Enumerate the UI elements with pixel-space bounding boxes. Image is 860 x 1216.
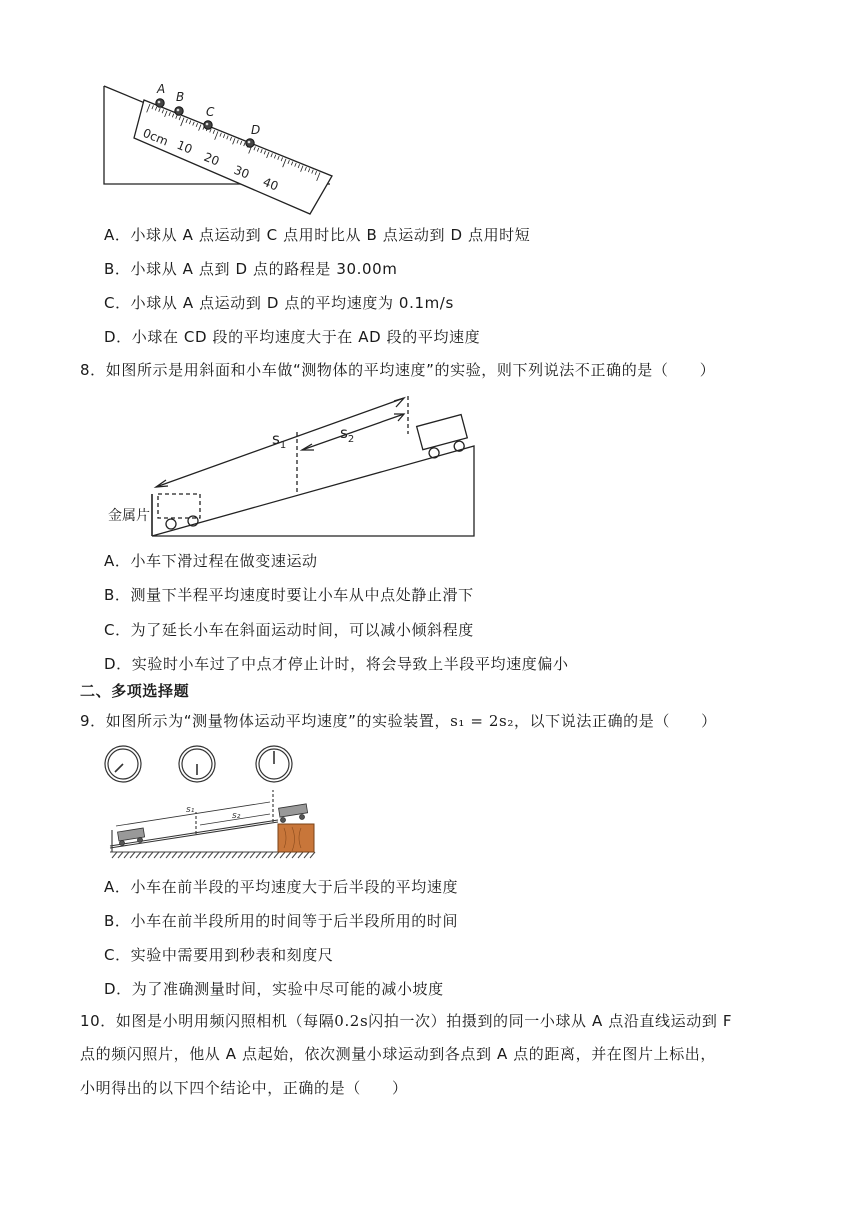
ground-hatch — [112, 852, 117, 858]
s2-label: $s_2$ — [340, 424, 355, 445]
cart-bottom-dashed — [158, 494, 200, 518]
s1-label: $s_1$ — [272, 430, 287, 451]
q8-option-d: D．实验时小车过了中点才停止计时，将会导致上半段平均速度偏小 — [104, 655, 569, 673]
s1-label: s₁ — [186, 805, 195, 815]
ruler-label-0: 0cm — [140, 125, 171, 149]
incline-stopwatch-figure — [100, 742, 320, 862]
incline-ruler-figure — [100, 78, 340, 218]
incline — [152, 446, 474, 536]
q9-option-d: D．为了准确测量时间，实验中尽可能的减小坡度 — [104, 980, 444, 998]
q8-option-b: B．测量下半程平均速度时要让小车从中点处静止滑下 — [104, 586, 474, 604]
ground-hatch — [172, 852, 177, 858]
ground-hatch — [154, 852, 159, 858]
incline-cart-figure — [100, 390, 480, 540]
ground-hatch — [202, 852, 207, 858]
ball-C — [204, 121, 212, 129]
ruler — [134, 100, 332, 214]
ground-hatch — [130, 852, 135, 858]
ground-hatch — [280, 852, 285, 858]
label-C: C — [206, 105, 215, 119]
stopwatch-1 — [105, 746, 141, 782]
ground-hatch — [274, 852, 279, 858]
q9-stem-after: ，以下说法正确的是（ ） — [513, 712, 717, 730]
ruler-label-30: 30 — [231, 162, 252, 182]
ground-hatch — [160, 852, 165, 858]
q10-line-3: 小明得出的以下四个结论中，正确的是（ ） — [80, 1079, 408, 1097]
ground-hatch — [232, 852, 237, 858]
ground-hatch — [244, 852, 249, 858]
q10-line-1-before: 10．如图是小明用频闪照相机（每隔 — [80, 1012, 335, 1030]
ground-hatch — [286, 852, 291, 858]
q10-interval: 0.2s — [334, 1012, 369, 1030]
ground-hatch — [292, 852, 297, 858]
ground-hatch — [220, 852, 225, 858]
ground-hatch — [166, 852, 171, 858]
label-A: A — [157, 82, 166, 96]
ground-hatch — [238, 852, 243, 858]
q9-option-a: A．小车在前半段的平均速度大于后半段的平均速度 — [104, 878, 459, 896]
q8-option-a: A．小车下滑过程在做变速运动 — [104, 552, 318, 570]
stopwatch-3 — [256, 746, 292, 782]
q9-option-b: B．小车在前半段所用的时间等于后半段所用的时间 — [104, 912, 459, 930]
s2-label: s₂ — [232, 811, 241, 821]
q7-option-b: B．小球从 A 点到 D 点的路程是 30.00m — [104, 260, 398, 278]
ground-hatch — [196, 852, 201, 858]
ground-hatch — [226, 852, 231, 858]
ground-hatch — [118, 852, 123, 858]
label-D: D — [251, 123, 261, 137]
ruler-label-20: 20 — [201, 149, 222, 169]
q9-formula: s₁ = 2s₂ — [450, 712, 514, 730]
stopwatch-2 — [179, 746, 215, 782]
ruler-label-10: 10 — [174, 137, 195, 157]
ball-A — [156, 99, 164, 107]
ground-hatch — [178, 852, 183, 858]
q9-stem — [80, 711, 717, 731]
ground-hatch — [184, 852, 189, 858]
ground-hatch — [136, 852, 141, 858]
ground-hatch — [148, 852, 153, 858]
ground-hatch — [310, 852, 315, 858]
metal-plate-label: 金属片 — [108, 508, 150, 524]
cart-top — [417, 415, 470, 461]
q9-stem-before: 9．如图所示为“测量物体运动平均速度”的实验装置， — [80, 712, 451, 730]
ground-hatch — [208, 852, 213, 858]
ground-hatch — [304, 852, 309, 858]
ground-hatch — [256, 852, 261, 858]
ground-hatch — [124, 852, 129, 858]
q9-option-c: C．实验中需要用到秒表和刻度尺 — [104, 946, 334, 964]
ground-hatch — [142, 852, 147, 858]
q10-line-1-after: 闪拍一次）拍摄到的同一小球从 A 点沿直线运动到 F — [368, 1012, 733, 1030]
ground-hatch — [298, 852, 303, 858]
ground-hatch — [214, 852, 219, 858]
ground-hatch — [190, 852, 195, 858]
q7-option-d: D．小球在 CD 段的平均速度大于在 AD 段的平均速度 — [104, 328, 481, 346]
ball-B — [175, 107, 183, 115]
ground-hatch — [250, 852, 255, 858]
ground-hatch — [268, 852, 273, 858]
ruler-label-40: 40 — [260, 174, 281, 194]
section-title: 二、多项选择题 — [80, 682, 190, 700]
q10-line-2: 点的频闪照片，他从 A 点起始，依次测量小球运动到各点到 A 点的距离，并在图片上标出， — [80, 1045, 716, 1063]
ground-hatch — [262, 852, 267, 858]
wood-block — [278, 824, 314, 852]
ball-D — [246, 139, 254, 147]
q10-line-1 — [80, 1011, 732, 1031]
q7-option-a: A．小球从 A 点运动到 C 点用时比从 B 点运动到 D 点用时短 — [104, 226, 531, 244]
label-B: B — [176, 90, 185, 104]
cart-top — [279, 804, 308, 823]
q8-stem: 8．如图所示是用斜面和小车做“测物体的平均速度”的实验，则下列说法不正确的是（ ） — [80, 361, 716, 379]
q8-option-c: C．为了延长小车在斜面运动时间，可以减小倾斜程度 — [104, 621, 474, 639]
q7-option-c: C．小球从 A 点运动到 D 点的平均速度为 0.1m/s — [104, 294, 454, 312]
